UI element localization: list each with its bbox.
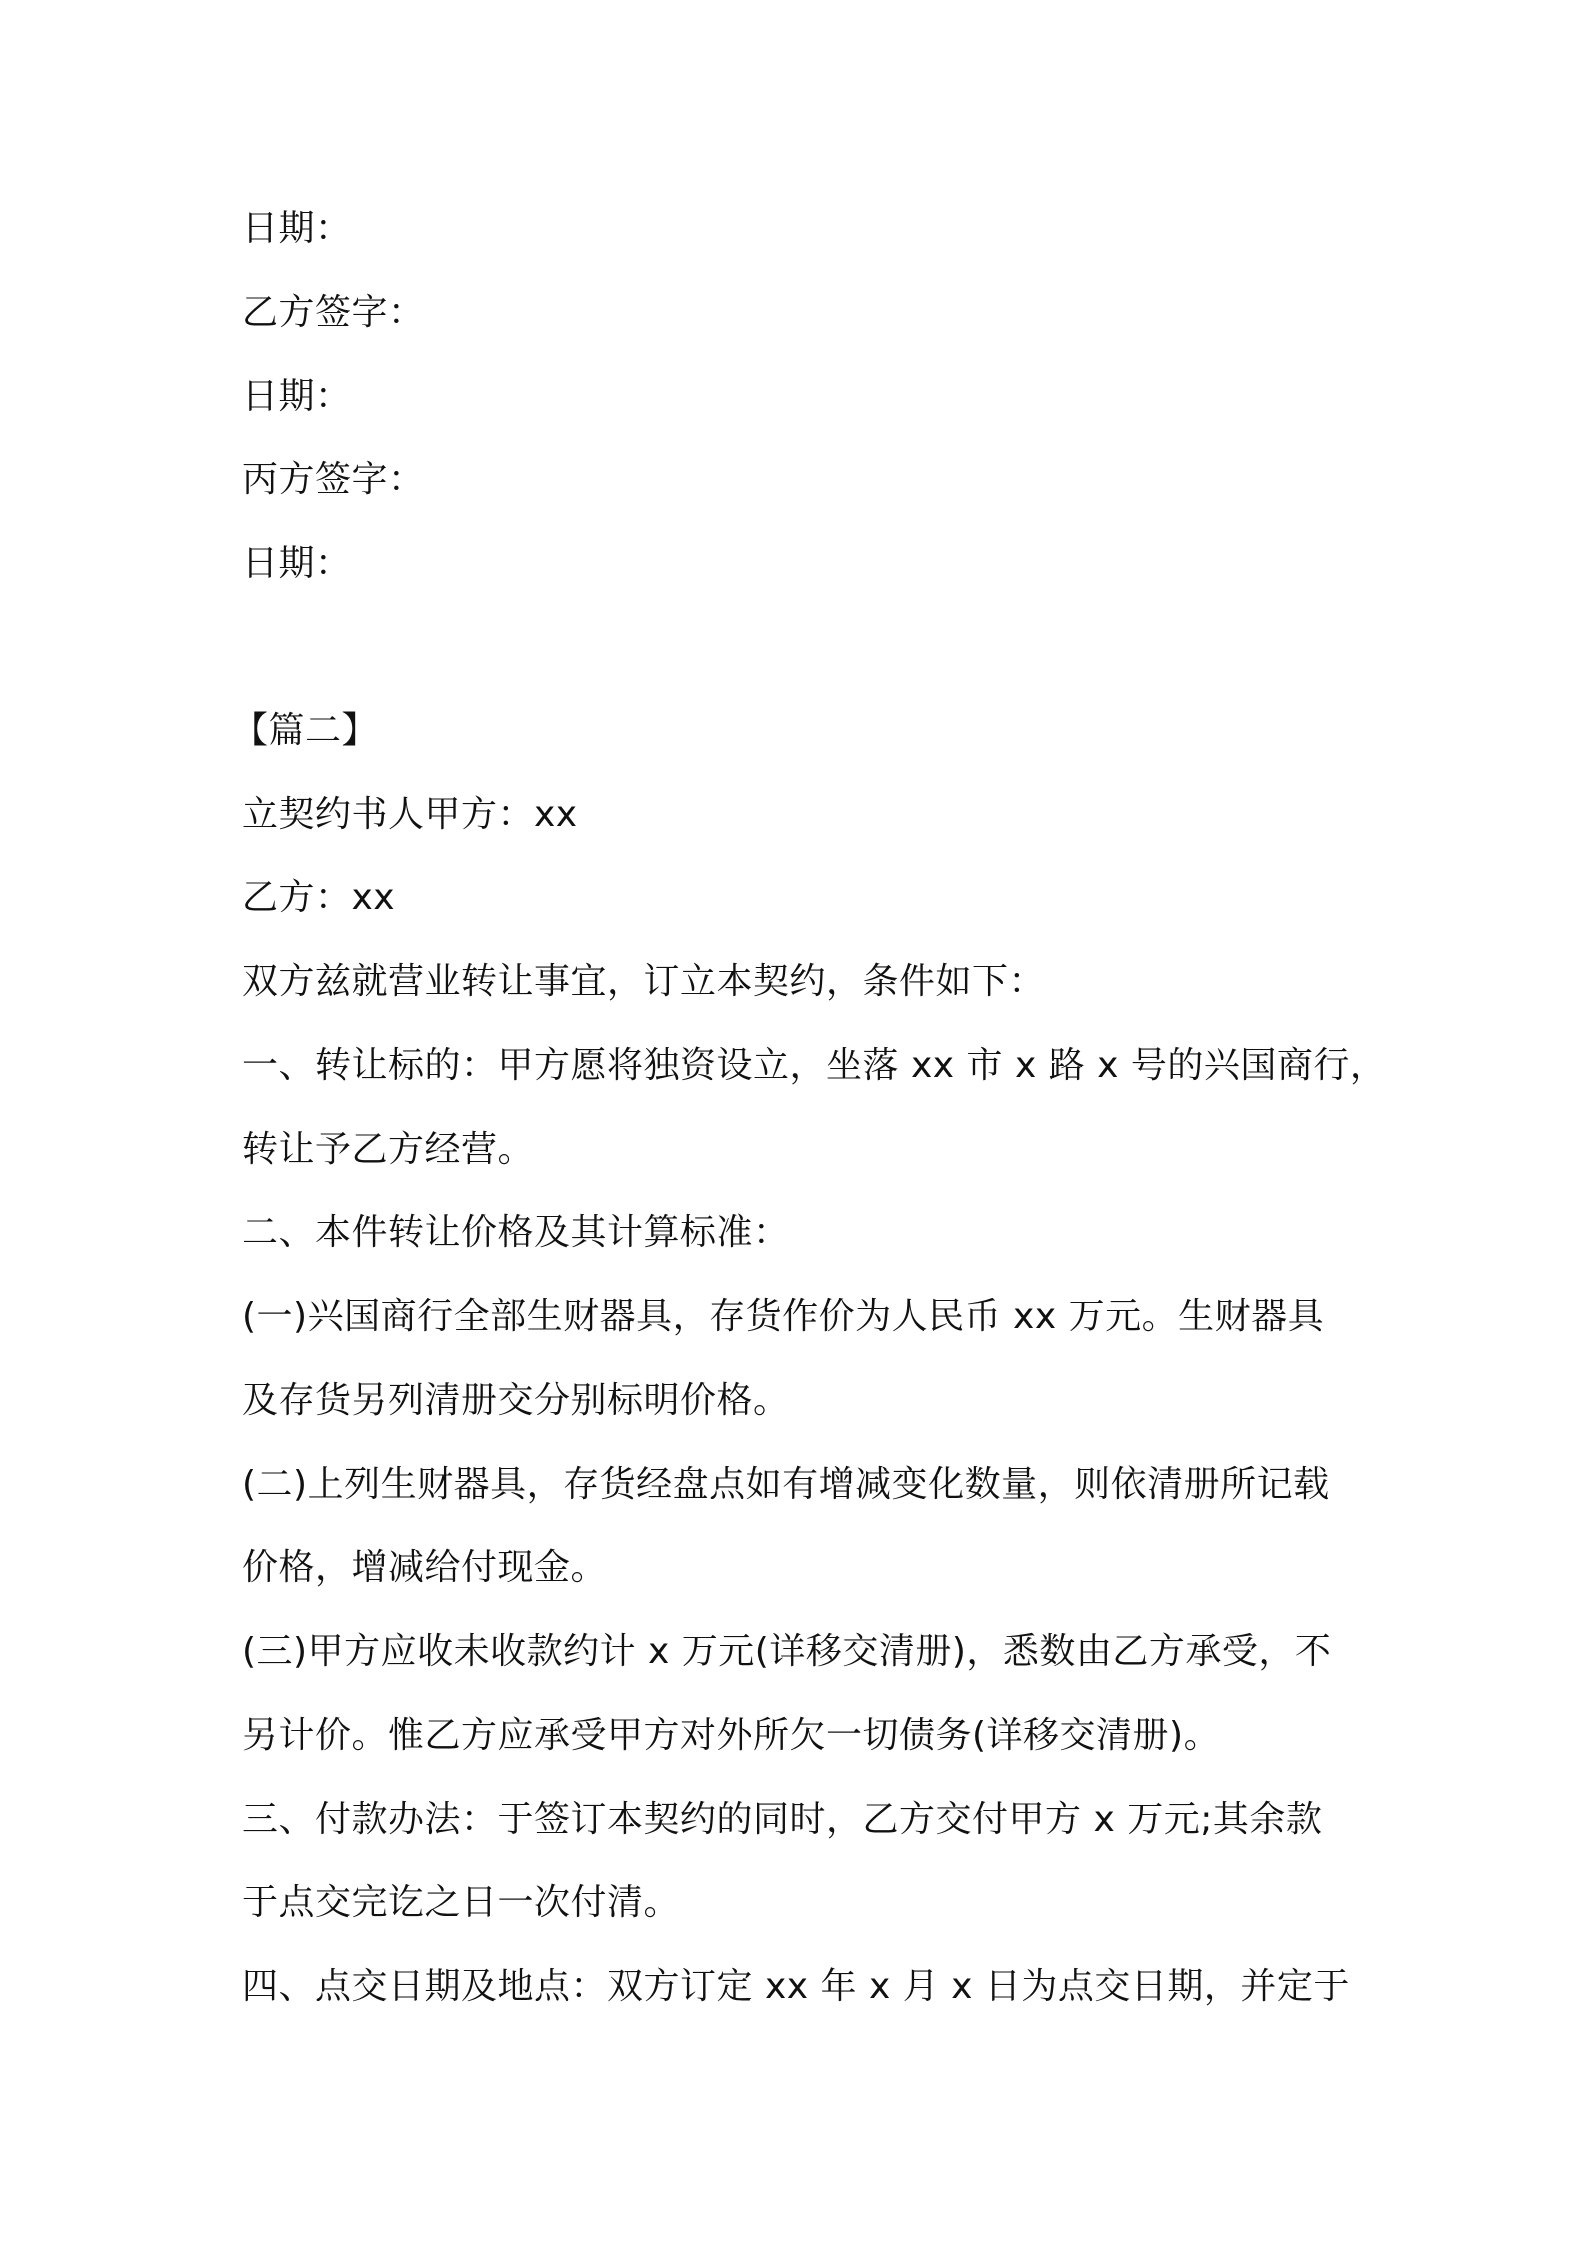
clause-1-line: 转让予乙方经营。 — [242, 1129, 535, 1170]
clause-2-item-1-line: (一)兴国商行全部生财器具，存货作价为人民币 xx 万元。生财器具 — [242, 1296, 1325, 1337]
clause-1-line: 一、转让标的：甲方愿将独资设立，坐落 xx 市 x 路 x 号的兴国商行， — [242, 1045, 1387, 1086]
party-b-signature-label: 乙方签字： — [242, 292, 425, 333]
clause-4-line: 四、点交日期及地点：双方订定 xx 年 x 月 x 日为点交日期，并定于 — [242, 1966, 1350, 2007]
date-label: 日期： — [242, 208, 352, 249]
party-b-line: 乙方：xx — [242, 877, 396, 918]
clause-2-item-3-line: 另计价。惟乙方应承受甲方对外所欠一切债务(详移交清册)。 — [242, 1715, 1221, 1756]
clause-3-line: 于点交完讫之日一次付清。 — [242, 1882, 681, 1923]
clause-2-item-3-line: (三)甲方应收未收款约计 x 万元(详移交清册)，悉数由乙方承受，不 — [242, 1631, 1332, 1672]
clause-2-title: 二、本件转让价格及其计算标准： — [242, 1212, 790, 1253]
date-label: 日期： — [242, 376, 352, 417]
clause-2-item-1-line: 及存货另列清册交分别标明价格。 — [242, 1380, 790, 1421]
party-a-line: 立契约书人甲方：xx — [242, 794, 578, 835]
date-label: 日期： — [242, 543, 352, 584]
clause-2-item-2-line: (二)上列生财器具，存货经盘点如有增减变化数量，则依清册所记载 — [242, 1464, 1330, 1505]
clause-3-line: 三、付款办法：于签订本契约的同时，乙方交付甲方 x 万元;其余款 — [242, 1799, 1323, 1840]
party-c-signature-label: 丙方签字： — [242, 459, 425, 500]
section-heading: 【篇二】 — [232, 710, 379, 751]
intro-paragraph: 双方兹就营业转让事宜，订立本契约，条件如下： — [242, 961, 1046, 1002]
clause-2-item-2-line: 价格，增减给付现金。 — [242, 1547, 608, 1588]
